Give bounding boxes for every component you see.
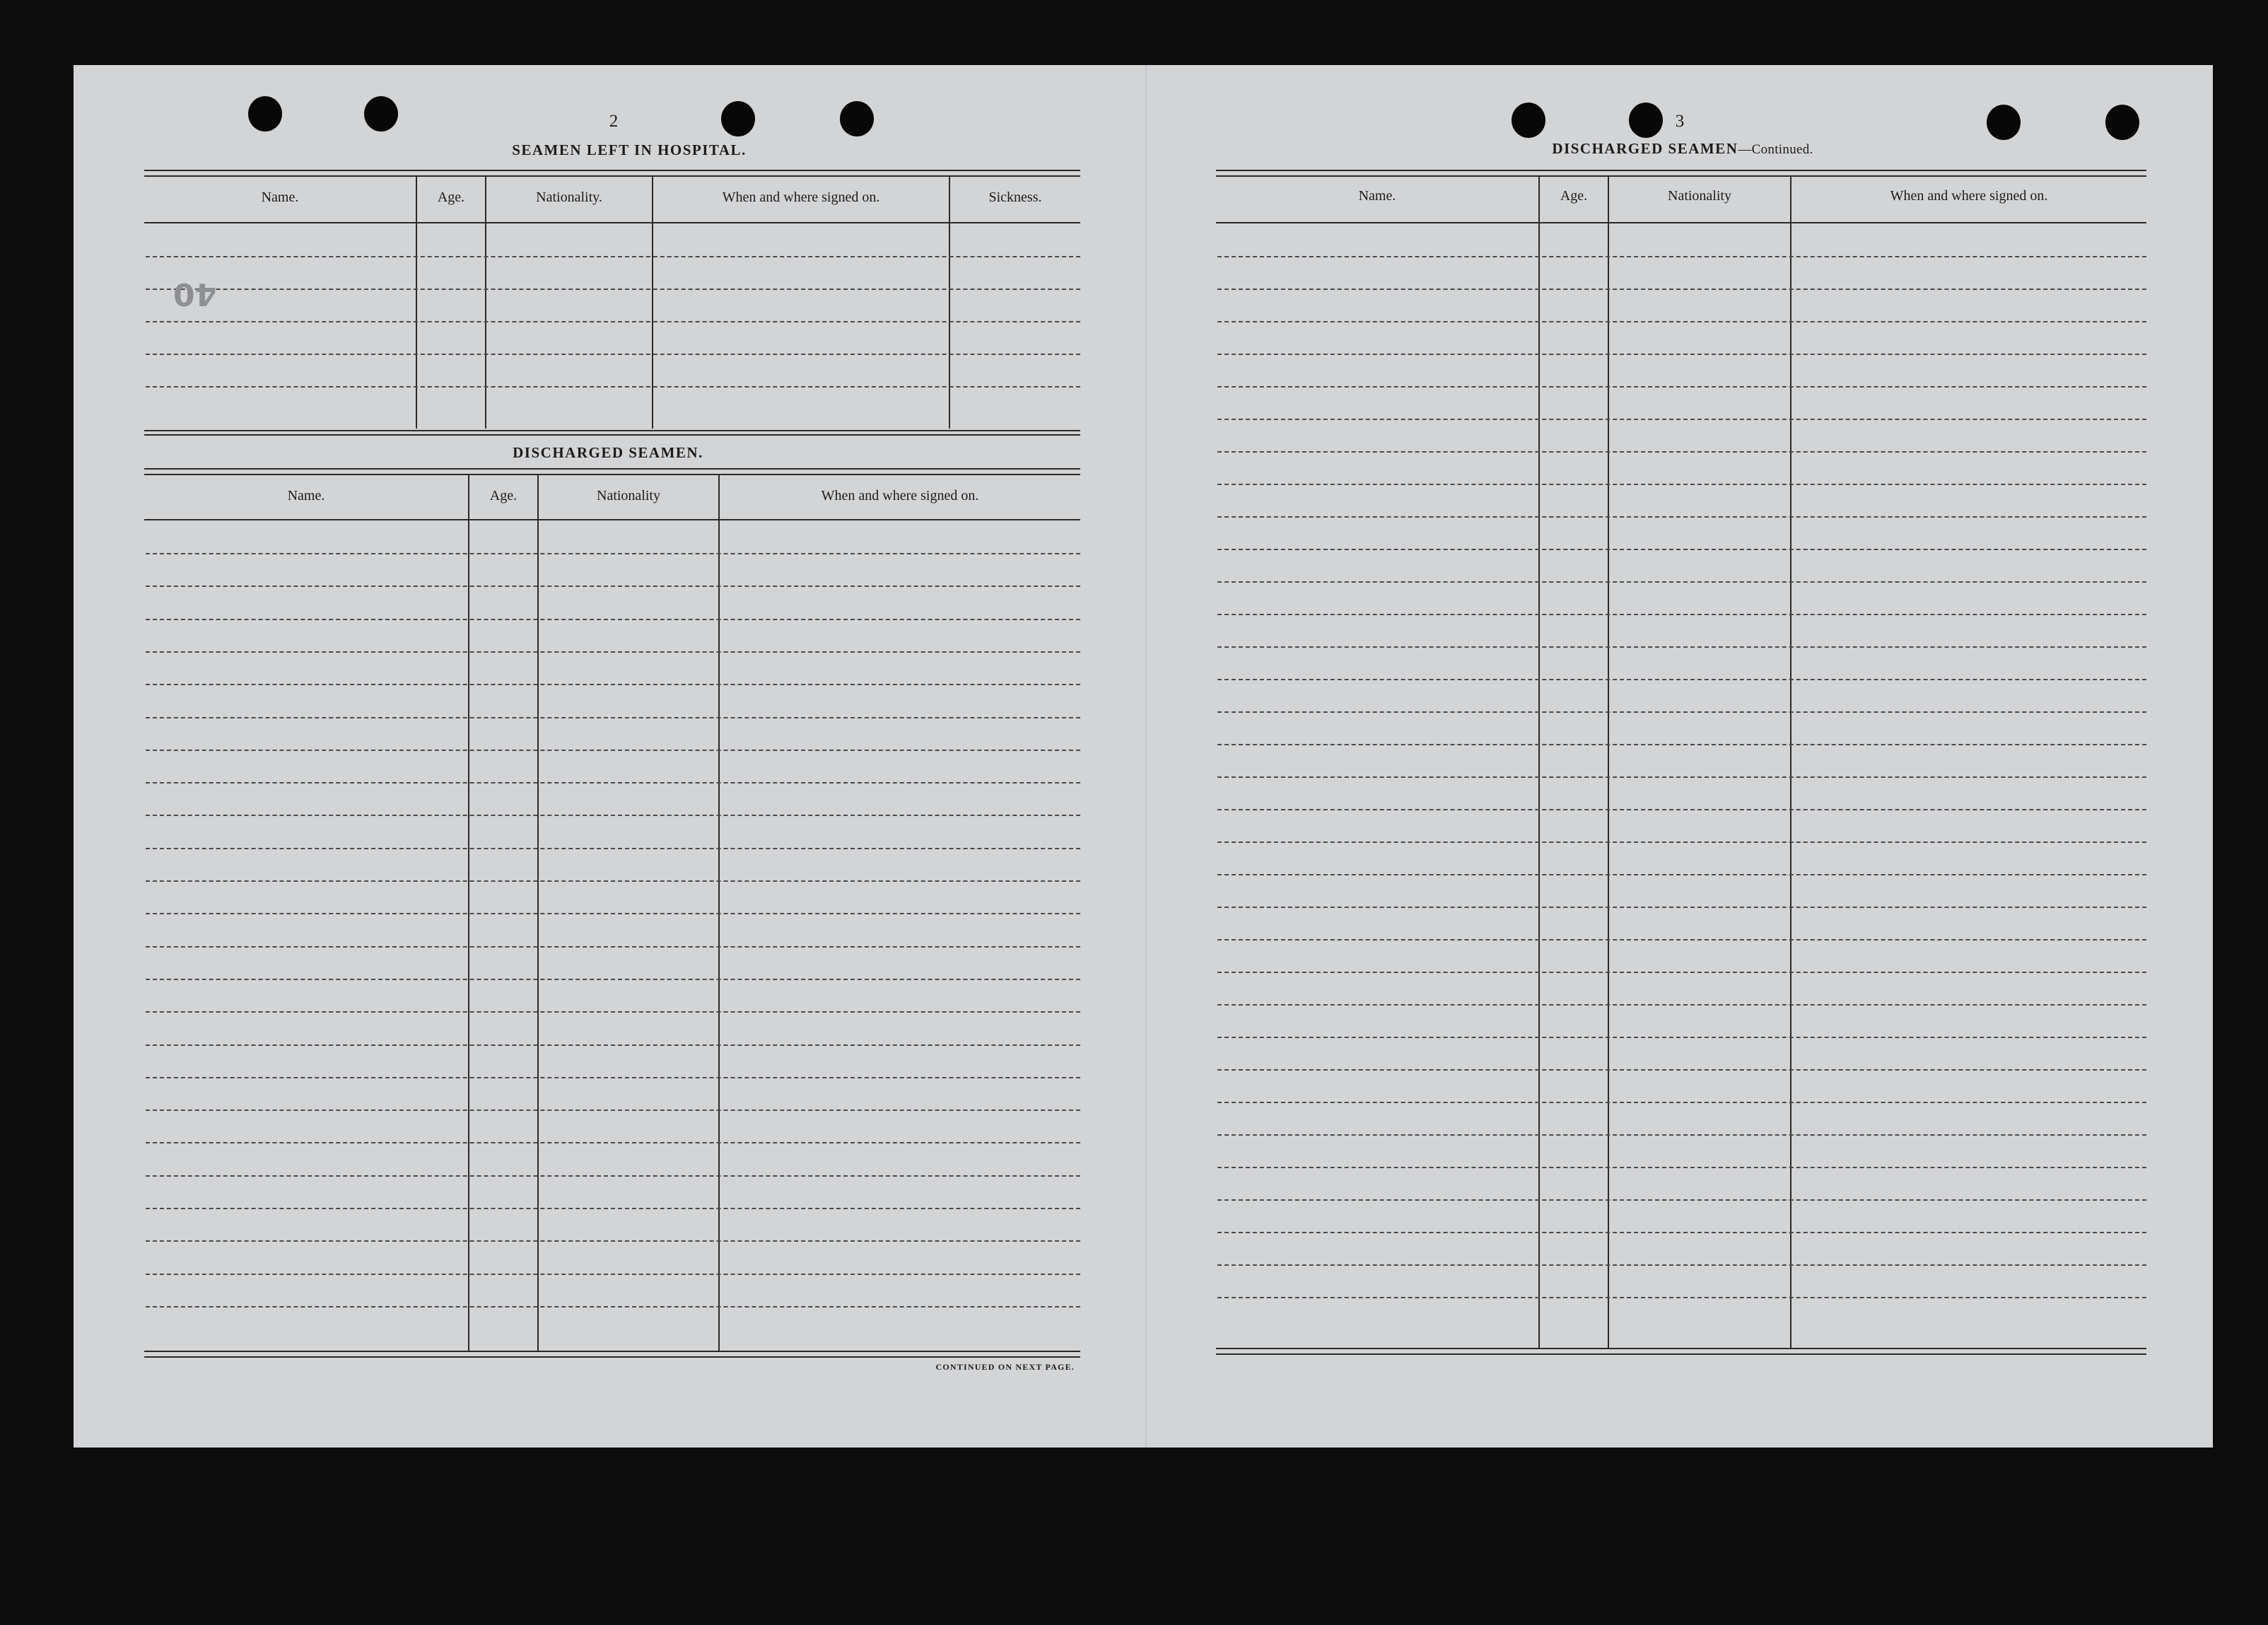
ruled-line [1217,1037,2146,1038]
punch-hole [840,101,874,136]
ruled-line [1217,711,2146,713]
hospital-table-bottom-rule [144,430,1080,431]
discharged-table-top-rule [144,468,1080,470]
discharged-table-bottom-rule [144,1356,1080,1358]
ruled-line [146,880,1080,882]
ruled-line [146,1011,1080,1013]
ruled-line [146,750,1080,751]
hospital-col-divider [652,177,653,429]
ruled-line [146,1175,1080,1177]
punch-hole [1629,103,1663,138]
ruled-line [146,684,1080,685]
discharged-col-nationality: Nationality [597,488,660,503]
discharged-col-age: Age. [489,488,518,503]
hospital-col-when-where: When and where signed on. [722,190,880,205]
punch-hole [248,96,282,132]
hospital-col-divider [949,177,950,429]
ruled-line [146,913,1080,914]
ruled-line [146,586,1080,587]
ruled-line [1217,972,2146,973]
punch-hole [1512,103,1545,138]
ruled-line [1217,256,2146,257]
ruled-line [146,1077,1080,1078]
ruled-line [146,815,1080,816]
discharged-col-name: Name. [287,488,325,503]
discharged-header-rule [144,519,1080,520]
ruled-line [146,782,1080,784]
ruled-line [146,1109,1080,1111]
right-table-bottom-rule [1216,1353,2146,1355]
ruled-line [146,1142,1080,1143]
discharged-section-title: DISCHARGED SEAMEN. [513,444,703,461]
ruled-line [1217,1134,2146,1136]
right-col-when-where: When and where signed on. [1890,188,2048,204]
ruled-line [1217,386,2146,388]
right-col-nationality: Nationality [1668,188,1731,204]
ruled-line [1217,581,2146,583]
ruled-line [146,1274,1080,1275]
ruled-line [1217,1069,2146,1071]
continued-section-title [1471,140,1895,158]
right-col-name: Name. [1358,188,1396,204]
ruled-line [1217,874,2146,875]
punch-hole [364,96,398,132]
ruled-line [1217,1167,2146,1168]
ruled-line [146,651,1080,653]
ruled-line [1217,679,2146,680]
ruled-line [1217,776,2146,778]
ruled-line [1217,841,2146,843]
discharged-table-bottom-rule [144,1351,1080,1352]
ruled-line [146,848,1080,849]
punch-hole [2105,105,2139,140]
right-table-top-rule [1216,175,2146,177]
hospital-table-bottom-rule [144,434,1080,436]
punch-hole [1987,105,2021,140]
hospital-section-title: SEAMEN LEFT IN HOSPITAL. [512,141,747,158]
right-col-divider [1608,177,1609,1348]
ruled-line [1217,1297,2146,1298]
ruled-line [1217,1232,2146,1233]
continued-title-main: DISCHARGED SEAMEN [1552,140,1738,157]
right-col-divider [1790,177,1791,1348]
ruled-line [146,289,1080,290]
stamp-number: 40 [173,276,217,312]
ruled-line [146,979,1080,980]
continued-note: CONTINUED ON NEXT PAGE. [935,1362,1075,1372]
ruled-line [1217,1264,2146,1266]
right-table-top-rule [1216,170,2146,171]
right-header-rule [1216,222,2146,223]
hospital-col-nationality: Nationality. [536,190,602,205]
right-col-divider [1538,177,1540,1348]
ruled-line [146,717,1080,718]
discharged-col-when-where: When and where signed on. [821,488,979,503]
ruled-line [1217,419,2146,420]
ruled-line [146,946,1080,948]
ruled-line [1217,809,2146,810]
right-col-age: Age. [1560,188,1588,204]
page-number-left: 2 [609,112,619,131]
ruled-line [146,1306,1080,1307]
hospital-col-divider [416,177,417,429]
ruled-line [146,1044,1080,1046]
hospital-col-divider [485,177,486,429]
hospital-col-age: Age. [437,190,465,205]
page-number-right: 3 [1675,112,1685,131]
ruled-line [1217,907,2146,908]
ruled-line [146,386,1080,388]
ruled-line [146,619,1080,620]
ruled-line [1217,451,2146,453]
ruled-line [146,321,1080,322]
ruled-line [1217,646,2146,648]
hospital-col-sickness: Sickness. [988,190,1042,205]
ruled-line [146,354,1080,355]
discharged-table-top-rule [144,474,1080,475]
ruled-line [1217,744,2146,745]
punch-hole [721,101,755,136]
ruled-line [1217,289,2146,290]
ruled-line [146,1208,1080,1209]
ruled-line [1217,549,2146,550]
hospital-col-name: Name. [261,190,299,205]
ruled-line [1217,484,2146,485]
ruled-line [146,256,1080,257]
ruled-line [1217,1199,2146,1201]
continued-title-suffix: —Continued. [1738,142,1813,157]
hospital-table-top-rule [144,170,1080,171]
hospital-header-rule [144,222,1080,223]
ruled-line [1217,939,2146,940]
ruled-line [1217,1004,2146,1006]
right-table-bottom-rule [1216,1348,2146,1349]
ruled-line [1217,614,2146,615]
ruled-line [1217,1102,2146,1103]
hospital-table-top-rule [144,175,1080,177]
ruled-line [1217,354,2146,355]
ruled-line [146,553,1080,554]
page-fold [1145,65,1147,1448]
ruled-line [1217,516,2146,518]
ruled-line [146,1240,1080,1242]
ruled-line [1217,321,2146,322]
